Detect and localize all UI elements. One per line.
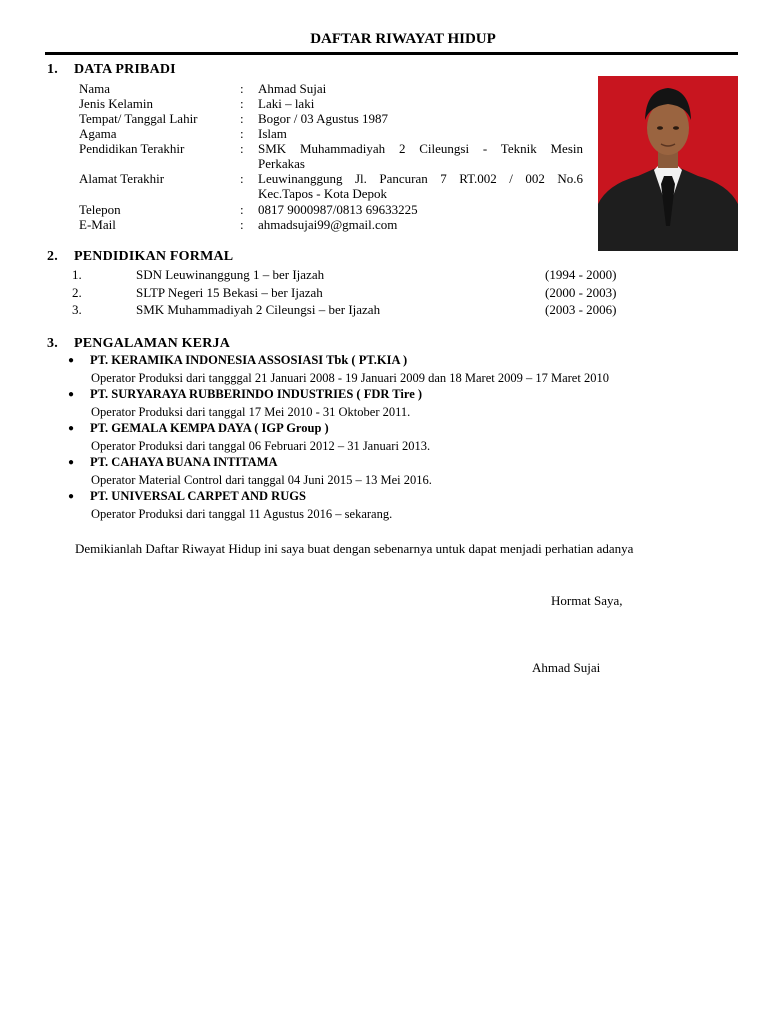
colon: : [240, 202, 244, 217]
work-description: Operator Produksi dari tanggal 06 Februari 2012 – 31 Januari 2013. [91, 439, 431, 453]
personal-value-education: SMK Muhammadiyah 2 Cileungsi - Teknik Mesin [258, 141, 583, 156]
section-number: 1. [47, 62, 58, 77]
education-school: SDN Leuwinanggung 1 – ber Ijazah [136, 267, 325, 282]
personal-value-address: Leuwinanggung Jl. Pancuran 7 RT.002 / 002 No.6 [258, 171, 583, 186]
colon: : [240, 217, 244, 232]
bullet-icon: ● [68, 355, 75, 366]
work-description: Operator Material Control dari tanggal 04 Juni 2015 – 13 Mei 2016. [91, 473, 432, 487]
personal-label-birth: Tempat/ Tanggal Lahir [79, 111, 198, 126]
bullet-icon: ● [68, 423, 75, 434]
colon: : [240, 141, 244, 156]
colon: : [240, 81, 244, 96]
education-school: SMK Muhammadiyah 2 Cileungsi – ber Ijazah [136, 302, 381, 317]
section-title: DATA PRIBADI [74, 62, 176, 77]
work-company: PT. KERAMIKA INDONESIA ASSOSIASI Tbk ( PT.KIA ) [90, 353, 408, 367]
personal-value-name: Ahmad Sujai [258, 81, 327, 96]
work-company: PT. SURYARAYA RUBBERINDO INDUSTRIES ( FDR Tire ) [90, 387, 423, 401]
colon: : [240, 96, 244, 111]
personal-label-education: Pendidikan Terakhir [79, 141, 185, 156]
personal-value-religion: Islam [258, 126, 287, 141]
work-company: PT. GEMALA KEMPA DAYA ( IGP Group ) [90, 421, 329, 435]
section-number: 2. [47, 249, 58, 264]
section-work-heading [47, 336, 230, 352]
personal-value-gender: Laki – laki [258, 96, 315, 111]
personal-value-address-cont: Kec.Tapos - Kota Depok [258, 186, 388, 201]
education-school: SLTP Negeri 15 Bekasi – ber Ijazah [136, 285, 323, 300]
education-no: 3. [72, 302, 82, 317]
work-description: Operator Produksi dari tangggal 21 Januari 2008 - 19 Januari 2009 dan 18 Maret 2009 – 17 Maret 2010 [91, 371, 609, 385]
personal-value-education-cont: Perkakas [258, 156, 305, 171]
personal-label-gender: Jenis Kelamin [79, 96, 154, 111]
work-description: Operator Produksi dari tanggal 17 Mei 2010 - 31 Oktober 2011. [91, 405, 411, 419]
personal-value-phone: 0817 9000987/0813 69633225 [258, 202, 418, 217]
personal-label-address: Alamat Terakhir [79, 171, 165, 186]
closing-paragraph: Demikianlah Daftar Riwayat Hidup ini saya buat dengan sebenarnya untuk dapat menjadi perhatian adanya [75, 541, 634, 556]
regards-text: Hormat Saya, [551, 593, 623, 608]
work-description: Operator Produksi dari tanggal 11 Agustus 2016 – sekarang. [91, 507, 393, 521]
section-title: PENGALAMAN KERJA [74, 336, 231, 351]
personal-label-phone: Telepon [79, 202, 121, 217]
personal-label-email: E-Mail [79, 217, 116, 232]
section-number: 3. [47, 336, 58, 351]
section-personal-heading [47, 62, 176, 78]
work-company: PT. UNIVERSAL CARPET AND RUGS [90, 489, 306, 503]
personal-label-name: Nama [79, 81, 111, 96]
education-years: (1994 - 2000) [545, 267, 617, 282]
personal-label-religion: Agama [79, 126, 117, 141]
education-no: 2. [72, 285, 82, 300]
work-company: PT. CAHAYA BUANA INTITAMA [90, 455, 278, 469]
education-no: 1. [72, 267, 82, 282]
personal-value-birth: Bogor / 03 Agustus 1987 [258, 111, 389, 126]
education-years: (2003 - 2006) [545, 302, 617, 317]
section-title: PENDIDIKAN FORMAL [74, 249, 234, 264]
title-divider [45, 52, 738, 55]
profile-photo-icon [598, 76, 738, 251]
bullet-icon: ● [68, 457, 75, 468]
bullet-icon: ● [68, 491, 75, 502]
profile-photo [598, 76, 738, 251]
personal-value-email: ahmadsujai99@gmail.com [258, 217, 398, 232]
document-title: DAFTAR RIWAYAT HIDUP [310, 31, 496, 47]
bullet-icon: ● [68, 389, 75, 400]
colon: : [240, 171, 244, 186]
signature-name: Ahmad Sujai [532, 660, 601, 675]
colon: : [240, 111, 244, 126]
colon: : [240, 126, 244, 141]
education-years: (2000 - 2003) [545, 285, 617, 300]
section-education-heading [47, 249, 233, 265]
